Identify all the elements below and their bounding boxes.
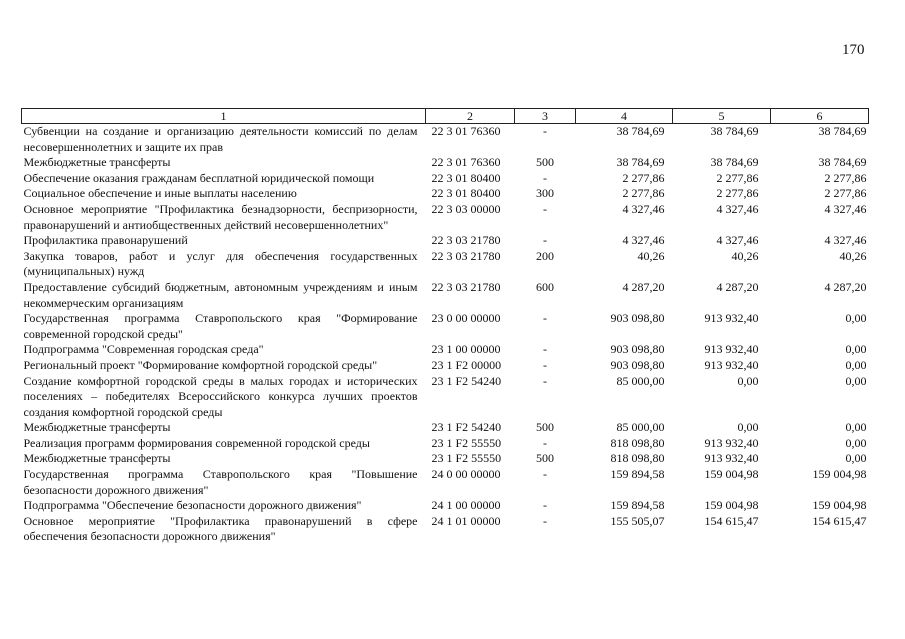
row-amount-col4: 818 098,80 (610, 435, 665, 450)
table-row (22, 498, 869, 514)
row-amount-col6: 0,00 (845, 357, 867, 372)
table-row (22, 155, 869, 171)
row-amount-col5: 4 287,20 (716, 279, 759, 294)
row-amount-col4: 4 287,20 (622, 279, 665, 294)
row-target-article-code: 23 1 F2 00000 (431, 357, 502, 372)
row-expense-type-code: - (543, 435, 547, 450)
row-amount-col6: 0,00 (845, 451, 867, 466)
table-row (22, 342, 869, 358)
row-name: Создание комфортной городской среды в малых городах и исторических поселениях – победителях Всероссийского конкурса лучших проектов создания комфортной городской среды (23, 373, 418, 419)
row-target-article-code: 23 1 F2 55550 (431, 435, 502, 450)
row-name: Межбюджетные трансферты (23, 451, 171, 466)
table-row (22, 374, 869, 421)
table-row (22, 249, 869, 280)
row-amount-col6: 159 004,98 (812, 467, 867, 482)
row-amount-col6: 0,00 (845, 373, 867, 388)
row-expense-type-code: - (543, 357, 547, 372)
row-amount-col4: 903 098,80 (610, 311, 665, 326)
header-col-2: 2 (426, 109, 515, 124)
row-amount-col5: 159 004,98 (704, 498, 759, 513)
row-name: Межбюджетные трансферты (23, 155, 171, 170)
row-expense-type-code: 600 (536, 279, 554, 294)
row-amount-col6: 4 327,46 (824, 201, 867, 216)
row-amount-col6: 0,00 (845, 342, 867, 357)
table-row (22, 311, 869, 342)
row-target-article-code: 24 1 01 00000 (431, 513, 501, 528)
row-expense-type-code: 300 (536, 186, 554, 201)
row-amount-col4: 159 894,58 (610, 467, 665, 482)
row-amount-col5: 0,00 (737, 420, 759, 435)
row-expense-type-code: 500 (536, 451, 554, 466)
row-amount-col6: 38 784,69 (818, 155, 867, 170)
row-name: Реализация программ формирования современной городской среды (23, 435, 370, 450)
table-row (22, 280, 869, 311)
row-amount-col4: 4 327,46 (622, 201, 665, 216)
row-name: Региональный проект "Формирование комфортной городской среды" (23, 357, 378, 372)
row-expense-type-code: - (543, 513, 547, 528)
row-amount-col6: 4 327,46 (824, 233, 867, 248)
row-expense-type-code: - (543, 233, 547, 248)
row-amount-col5: 913 932,40 (704, 342, 759, 357)
row-target-article-code: 22 3 01 80400 (431, 186, 501, 201)
row-amount-col6: 159 004,98 (812, 498, 867, 513)
row-expense-type-code: - (543, 124, 547, 138)
header-col-3: 3 (515, 109, 576, 124)
table-row (22, 202, 869, 233)
row-name: Государственная программа Ставропольского края "Повышение безопасности дорожного движения" (23, 467, 418, 497)
row-target-article-code: 23 0 00 00000 (431, 311, 501, 326)
row-amount-col5: 4 327,46 (716, 201, 759, 216)
page-number: 170 (842, 42, 865, 58)
table-row (22, 514, 869, 545)
row-name: Обеспечение оказания гражданам бесплатной юридической помощи (23, 170, 375, 185)
row-amount-col5: 0,00 (737, 373, 759, 388)
row-amount-col6: 154 615,47 (812, 513, 867, 528)
table-row (22, 233, 869, 249)
row-expense-type-code: - (543, 342, 547, 357)
row-amount-col4: 40,26 (637, 248, 665, 263)
row-target-article-code: 22 3 03 21780 (431, 233, 501, 248)
row-amount-col6: 2 277,86 (824, 186, 867, 201)
row-amount-col4: 903 098,80 (610, 357, 665, 372)
table-row (22, 186, 869, 202)
row-amount-col5: 913 932,40 (704, 435, 759, 450)
table-row (22, 451, 869, 467)
row-expense-type-code: - (543, 170, 547, 185)
row-amount-col4: 159 894,58 (610, 498, 665, 513)
row-amount-col5: 913 932,40 (704, 451, 759, 466)
row-amount-col5: 913 932,40 (704, 357, 759, 372)
row-amount-col5: 913 932,40 (704, 311, 759, 326)
row-target-article-code: 22 3 03 00000 (431, 201, 501, 216)
row-amount-col4: 155 505,07 (610, 513, 665, 528)
row-amount-col6: 38 784,69 (818, 124, 867, 138)
row-amount-col5: 38 784,69 (710, 155, 759, 170)
row-name: Предоставление субсидий бюджетным, автономным учреждениям и иным некоммерческим организациям (23, 279, 418, 310)
row-target-article-code: 22 3 01 80400 (431, 170, 501, 185)
row-amount-col4: 38 784,69 (616, 155, 665, 170)
row-target-article-code: 22 3 03 21780 (431, 248, 501, 263)
row-expense-type-code: 500 (536, 155, 554, 170)
row-expense-type-code: - (543, 498, 547, 513)
row-name: Государственная программа Ставропольского края "Формирование современной городской среды" (23, 311, 418, 341)
row-amount-col5: 38 784,69 (710, 124, 759, 138)
row-amount-col4: 38 784,69 (616, 124, 665, 138)
row-expense-type-code: 500 (536, 420, 554, 435)
row-amount-col6: 0,00 (845, 311, 867, 326)
header-col-4: 4 (576, 109, 673, 124)
row-amount-col4: 2 277,86 (622, 186, 665, 201)
row-target-article-code: 23 1 00 00000 (431, 342, 501, 357)
table-row (22, 467, 869, 498)
row-amount-col5: 154 615,47 (704, 513, 759, 528)
row-target-article-code: 23 1 F2 55550 (431, 451, 502, 466)
row-target-article-code: 22 3 01 76360 (431, 155, 501, 170)
table-header (22, 109, 869, 124)
row-amount-col5: 2 277,86 (716, 186, 759, 201)
row-amount-col4: 903 098,80 (610, 342, 665, 357)
row-target-article-code: 23 1 F2 54240 (431, 373, 502, 388)
row-name: Подпрограмма "Современная городская среда" (23, 342, 264, 357)
row-amount-col5: 4 327,46 (716, 233, 759, 248)
row-name: Основное мероприятие "Профилактика безнадзорности, беспризорности, правонарушений и антиобщественных действий несовершеннолетних" (23, 201, 418, 232)
row-name: Социальное обеспечение и иные выплаты населению (23, 186, 297, 201)
row-amount-col6: 0,00 (845, 420, 867, 435)
row-expense-type-code: - (543, 373, 547, 388)
row-amount-col6: 4 287,20 (824, 279, 867, 294)
table-row (22, 171, 869, 187)
table-row (22, 124, 869, 156)
table-row (22, 420, 869, 436)
table-row (22, 358, 869, 374)
row-amount-col4: 85 000,00 (616, 373, 665, 388)
row-name: Межбюджетные трансферты (23, 420, 171, 435)
row-target-article-code: 24 1 00 00000 (431, 498, 501, 513)
row-amount-col6: 2 277,86 (824, 170, 867, 185)
row-expense-type-code: - (543, 467, 547, 482)
header-row (22, 109, 869, 124)
table-row (22, 436, 869, 452)
row-amount-col5: 2 277,86 (716, 170, 759, 185)
header-col-6: 6 (771, 109, 869, 124)
table-body (22, 124, 869, 546)
row-name: Подпрограмма "Обеспечение безопасности дорожного движения" (23, 498, 362, 513)
row-amount-col6: 0,00 (845, 435, 867, 450)
row-amount-col5: 40,26 (731, 248, 759, 263)
row-amount-col4: 818 098,80 (610, 451, 665, 466)
row-amount-col4: 2 277,86 (622, 170, 665, 185)
row-amount-col4: 4 327,46 (622, 233, 665, 248)
row-name: Основное мероприятие "Профилактика правонарушений в сфере обеспечения безопасности дорожного движения" (23, 513, 418, 544)
row-name: Профилактика правонарушений (23, 233, 188, 248)
row-expense-type-code: - (543, 201, 547, 216)
row-target-article-code: 24 0 00 00000 (431, 467, 501, 482)
row-name: Субвенции на создание и организацию деятельности комиссий по делам несовершеннолетних и защите их прав (23, 124, 418, 154)
budget-table (21, 108, 869, 545)
header-col-5: 5 (673, 109, 771, 124)
row-amount-col5: 159 004,98 (704, 467, 759, 482)
row-target-article-code: 22 3 03 21780 (431, 279, 501, 294)
row-name: Закупка товаров, работ и услуг для обеспечения государственных (муниципальных) нужд (23, 248, 418, 279)
row-expense-type-code: - (543, 311, 547, 326)
header-col-1: 1 (22, 109, 426, 124)
row-amount-col6: 40,26 (839, 248, 867, 263)
row-target-article-code: 23 1 F2 54240 (431, 420, 502, 435)
row-expense-type-code: 200 (536, 248, 554, 263)
row-target-article-code: 22 3 01 76360 (431, 124, 501, 138)
row-amount-col4: 85 000,00 (616, 420, 665, 435)
